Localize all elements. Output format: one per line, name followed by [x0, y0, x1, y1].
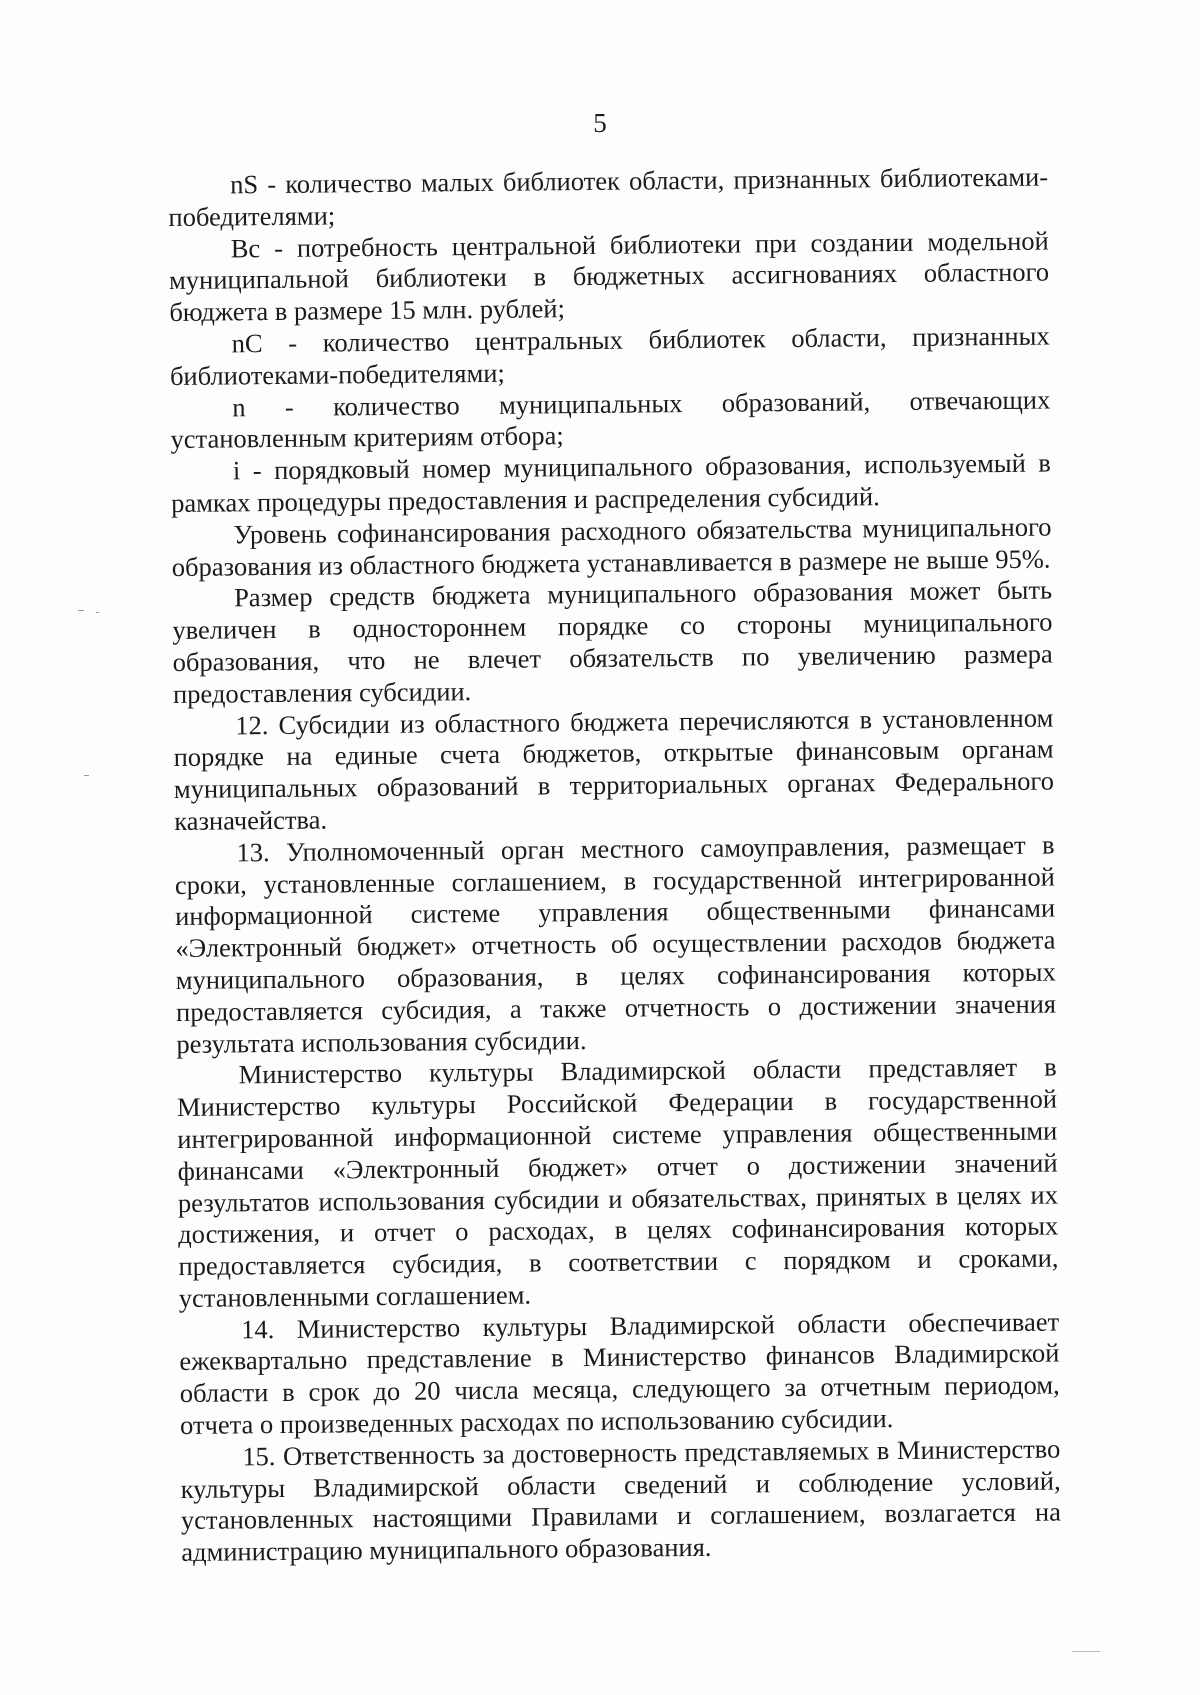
- paragraph-cofinancing-level: Уровень софинансирования расходного обязательства муниципального образования из областного бюджета устанавливается в размере не выше 95%.: [171, 511, 1052, 582]
- document-body: [168, 162, 1061, 1569]
- paragraph-section-14: 14. Министерство культуры Владимирской области обеспечивает ежеквартально представление в Министерство финансов Владимирской области в срок до 20 числа месяца, следующего за отчетным периодом, отчета о произведенных расходах по использованию субсидии.: [179, 1306, 1060, 1441]
- scan-mark-left-1: [78, 610, 84, 611]
- paragraph-n-definition: n - количество муниципальных образований, отвечающих установленным критериям отбора;: [170, 384, 1051, 455]
- paragraph-section-12: 12. Субсидии из областного бюджета перечисляются в установленном порядке на единые счета бюджетов, открытые финансовым органам муниципальных образований в территориальных органах Федерального казначейства.: [173, 702, 1055, 836]
- scan-mark-bottom-right: [1072, 1651, 1100, 1652]
- paragraph-section-13: 13. Уполномоченный орган местного самоуправления, размещает в сроки, установленные соглашением, в государственной интегрированной информационной системе управления общественными финансами «Электронный бюджет» отчетность об осуществлении расходов бюджета муниципального образования, в целях софинансирования которых предоставляется субсидия, а также отчетность о достижении значения результата использования субсидии.: [174, 829, 1057, 1059]
- paragraph-ministry-report: Министерство культуры Владимирской области представляет в Министерство культуры Российской Федерации в государственной интегрированной информационной системе управления общественными финансами «Электронный бюджет» отчет о достижении значений результатов использования субсидии и обязательствах, принятых в целях их достижения, и отчет о расходах, в целях софинансирования которых предоставляется субсидия, в соответствии с порядком и сроками, установленными соглашением.: [176, 1051, 1059, 1313]
- paragraph-budget-increase: Размер средств бюджета муниципального образования может быть увеличен в одностороннем порядке со стороны муниципального образования, что не влечет обязательств по увеличению размера предоставления субсидии.: [172, 574, 1053, 709]
- paragraph-ns-definition: nS - количество малых библиотек области, признанных библиотеками-победителями;: [168, 161, 1049, 232]
- scan-mark-left-2: [96, 612, 99, 613]
- paragraph-bc-definition: Bc - потребность центральной библиотеки при создании модельной муниципальной библиотеки в бюджетных ассигнованиях областного бюджета в размере 15 млн. рублей;: [168, 225, 1050, 328]
- paragraph-section-15: 15. Ответственность за достоверность представляемых в Министерство культуры Владимирской области сведений и соблюдение условий, установленных настоящими Правилами и соглашением, возлагается на администрацию муниципального образования.: [180, 1433, 1062, 1568]
- page-number: 5: [593, 108, 607, 138]
- paragraph-nc-definition: nC - количество центральных библиотек области, признанных библиотеками-победителями;: [169, 320, 1050, 391]
- paragraph-i-definition: i - порядковый номер муниципального образования, используемый в рамках процедуры предоставления и распределения субсидий.: [171, 447, 1051, 518]
- scan-mark-left-3: [84, 775, 89, 776]
